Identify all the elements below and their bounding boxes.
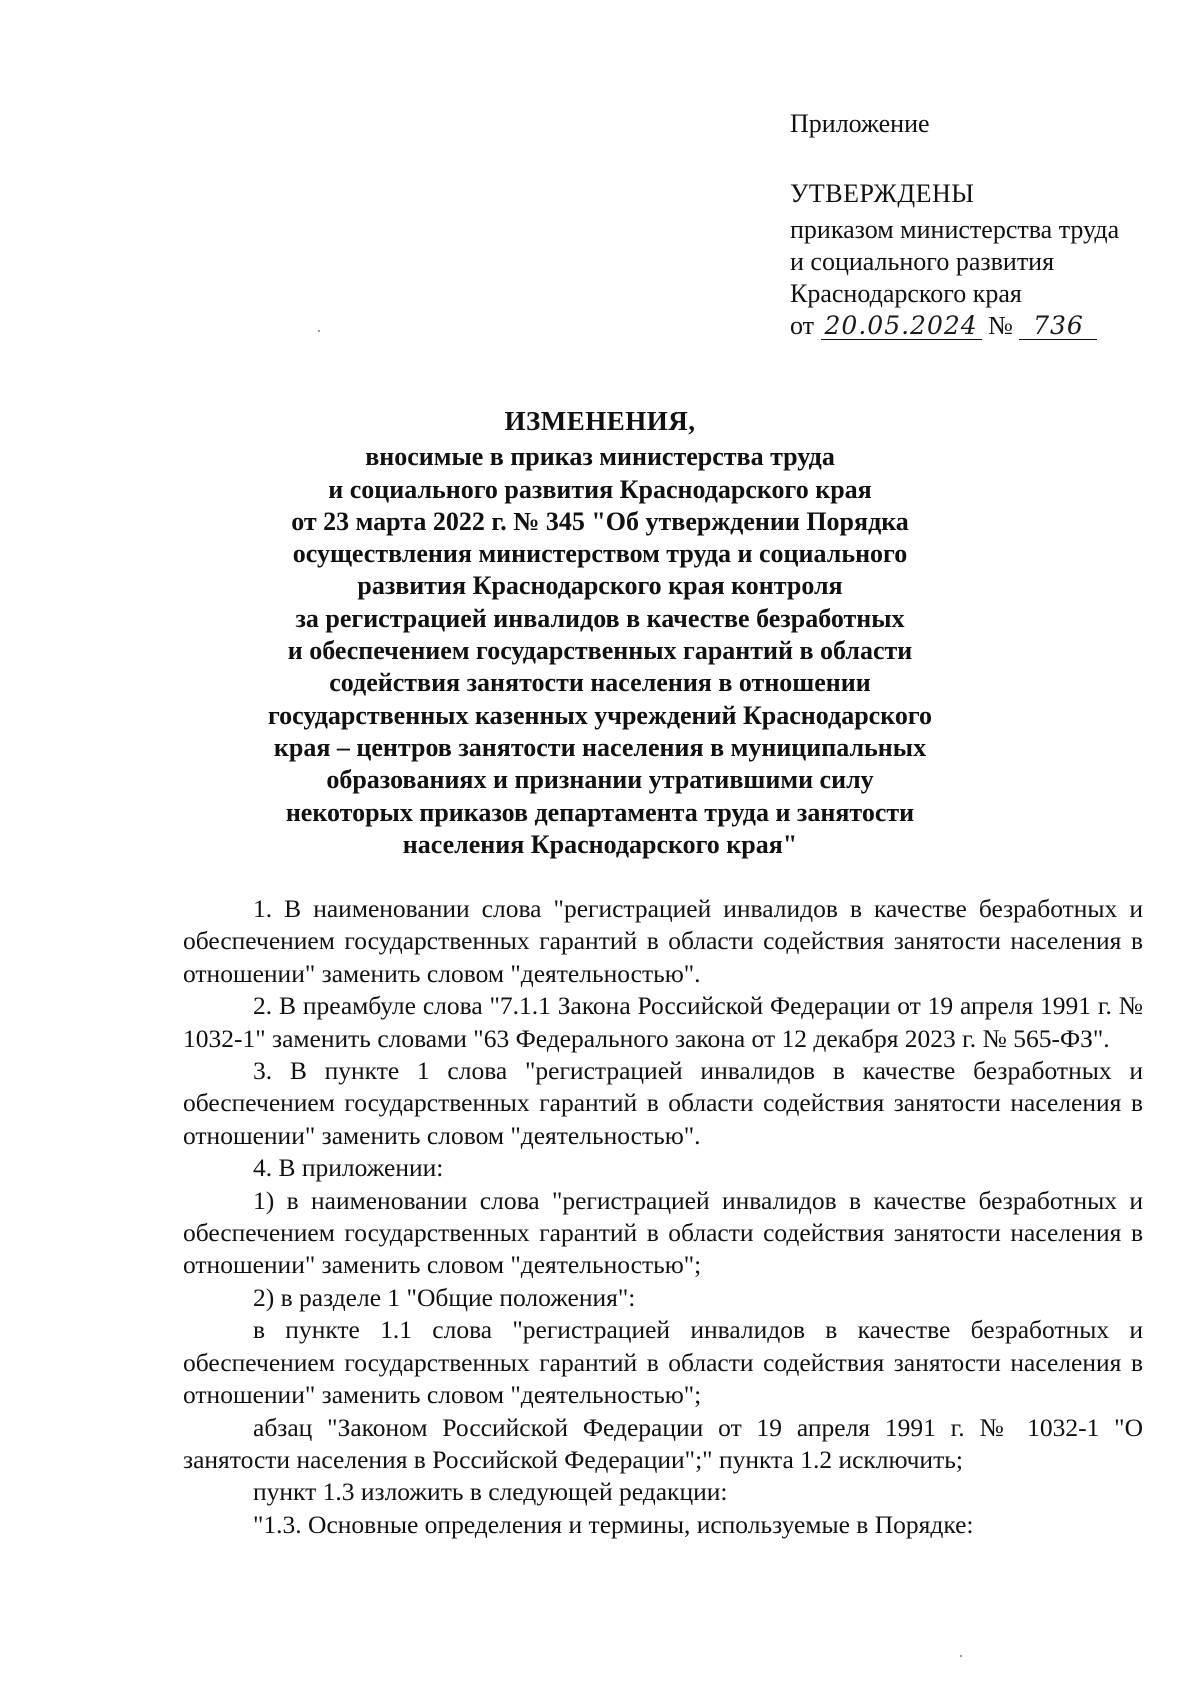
document-body [183, 893, 1143, 1541]
title-line: за регистрацией инвалидов в качестве безработных [295, 603, 905, 633]
approval-line: и социального развития [790, 247, 1055, 276]
body-paragraph: 4. В приложении: [253, 1153, 444, 1183]
title-heading: ИЗМЕНЕНИЯ, [504, 406, 696, 436]
body-paragraph: абзац "Законом Российской Федерации от 19 апреля 1991 г. № 1032-1 "О занятости населения в Российской Федерации";" пункта 1.2 исключить; [183, 1412, 1143, 1474]
title-line: от 23 марта 2022 г. № 345 "Об утверждении Порядка [291, 506, 909, 536]
date-prefix: от [790, 311, 815, 340]
handwritten-number: 736 [1019, 313, 1097, 340]
body-paragraph: 1. В наименовании слова "регистрацией инвалидов в качестве безработных и обеспечением государственных гарантий в области содействия занятости населения в отношении" заменить словом "деятельностью". [183, 894, 1143, 988]
body-paragraph: 2. В преамбуле слова "7.1.1 Закона Российской Федерации от 19 апреля 1991 г. № 1032-1" заменить словами "63 Федерального закона от 12 декабря 2023 г. № 565-ФЗ". [183, 991, 1143, 1053]
approval-line: приказом министерства труда [790, 215, 1120, 244]
handwritten-date: 20.05.2024 [821, 313, 982, 340]
title-line: некоторых приказов департамента труда и занятости [285, 797, 915, 827]
title-line: вносимые в приказ министерства труда [365, 442, 835, 472]
title-line: развития Краснодарского края контроля [357, 571, 843, 601]
approval-block [790, 108, 1170, 342]
scan-speck [960, 1655, 962, 1657]
title-line: содействия занятости населения в отношении [329, 668, 871, 698]
title-line: осуществления министерством труда и социального [292, 539, 908, 569]
body-paragraph: 3. В пункте 1 слова "регистрацией инвалидов в качестве безработных и обеспечением государственных гарантий в области содействия занятости населения в отношении" заменить словом "деятельностью". [183, 1056, 1143, 1150]
number-prefix: № [988, 311, 1013, 340]
body-paragraph: "1.3. Основные определения и термины, используемые в Порядке: [253, 1509, 974, 1539]
body-paragraph: 2) в разделе 1 "Общие положения": [253, 1282, 636, 1312]
title-line: населения Краснодарского края" [402, 829, 798, 859]
approval-line: Краснодарского края [790, 279, 1022, 308]
scan-speck [318, 330, 320, 332]
title-line: и социального развития Краснодарского края [328, 474, 872, 504]
approval-date-line [790, 310, 1170, 342]
title-line: образованиях и признании утратившими силу [326, 765, 874, 795]
body-paragraph: 1) в наименовании слова "регистрацией инвалидов в качестве безработных и обеспечением государственных гарантий в области содействия занятости населения в отношении" заменить словом "деятельностью"; [183, 1185, 1143, 1280]
title-line: и обеспечением государственных гарантий в области [287, 636, 913, 666]
body-paragraph: в пункте 1.1 слова "регистрацией инвалидов в качестве безработных и обеспечением государственных гарантий в области содействия занятости населения в отношении" заменить словом "деятельностью"; [183, 1315, 1143, 1410]
title-line: государственных казенных учреждений Краснодарского [267, 700, 932, 730]
body-paragraph: пункт 1.3 изложить в следующей редакции: [253, 1477, 728, 1507]
title-line: края – центров занятости населения в муниципальных [273, 732, 927, 762]
document-title [240, 405, 960, 861]
approved-label: УТВЕРЖДЕНЫ [790, 179, 975, 208]
appendix-label: Приложение [790, 109, 930, 138]
